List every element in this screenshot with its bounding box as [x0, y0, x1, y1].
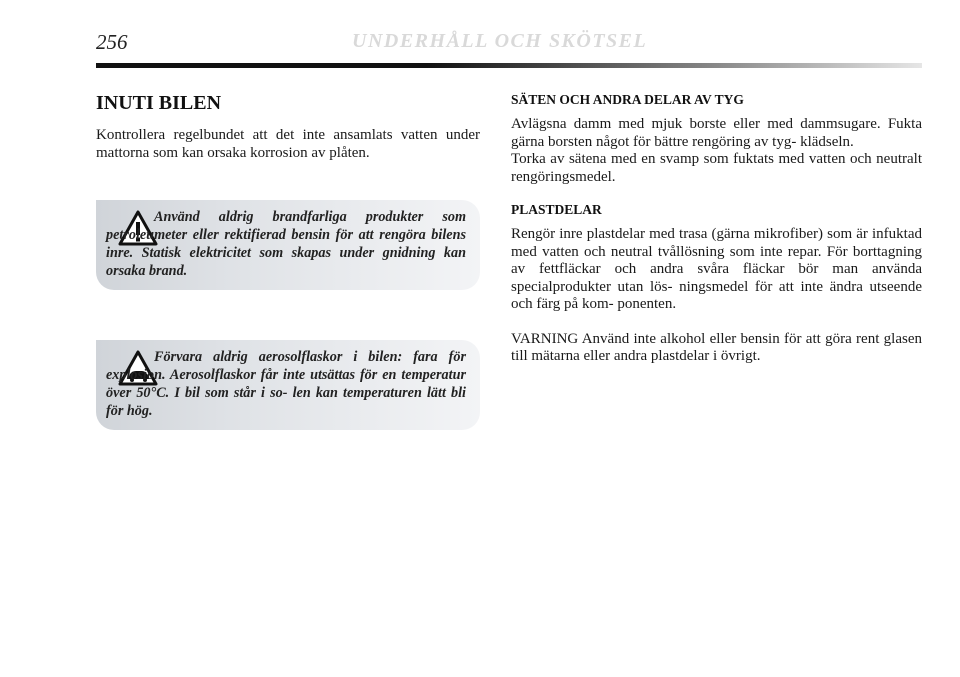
seats-heading: SÄTEN OCH ANDRA DELAR AV TYG [511, 92, 744, 107]
seats-paragraph-1: Avlägsna damm med mjuk borste eller med dammsugare. Fukta gärna borsten något för bättre rengöring av tyg- klädseln. [511, 116, 922, 150]
seats-paragraph-2: Torka av sätena med en svamp som fuktats med vatten och neutralt rengöringsmedel. [511, 151, 922, 185]
plastic-paragraph: Rengör inre plastdelar med trasa (gärna mikrofiber) som är infuktad med vatten och neutral tvållösning som inte repar. För borttagning av fettfläckar och andra svåra fläckar bör man använda specialprodukter utan lös- ningsmedel för att inte ändra utseende och färg på kom- ponenten. [511, 226, 922, 312]
fire-warning-box [96, 200, 480, 290]
right-column [511, 92, 922, 366]
intro-paragraph: Kontrollera regelbundet att det inte ansamlats vatten under mattorna som kan orsaka korrosion av plåten. [96, 127, 480, 161]
running-title: UNDERHÅLL OCH SKÖTSEL [352, 30, 648, 52]
section-title: INUTI BILEN [96, 92, 222, 114]
page-number: 256 [96, 30, 128, 54]
plastic-heading: PLASTDELAR [511, 202, 602, 217]
header-rule [96, 63, 922, 68]
fire-warning-text: Använd aldrig brandfarliga produkter som petroleumeter eller rektifierad bensin för att rengöra bilens inre. Statisk elektricitet som skapas under gnidning kan orsaka brand. [106, 209, 466, 279]
left-column [96, 92, 480, 162]
plastic-warning: VARNING Använd inte alkohol eller bensin för att göra rent glasen till mätarna eller andra plastdelar i övrigt. [511, 330, 922, 364]
aerosol-warning-text: Förvara aldrig aerosolflaskor i bilen: fara för explosion. Aerosolflaskor får inte utsättas för en temperatur över 50°C. I bil som står i so- len kan temperaturen lätt bli för hög. [106, 349, 466, 419]
aerosol-warning-box [96, 340, 480, 430]
